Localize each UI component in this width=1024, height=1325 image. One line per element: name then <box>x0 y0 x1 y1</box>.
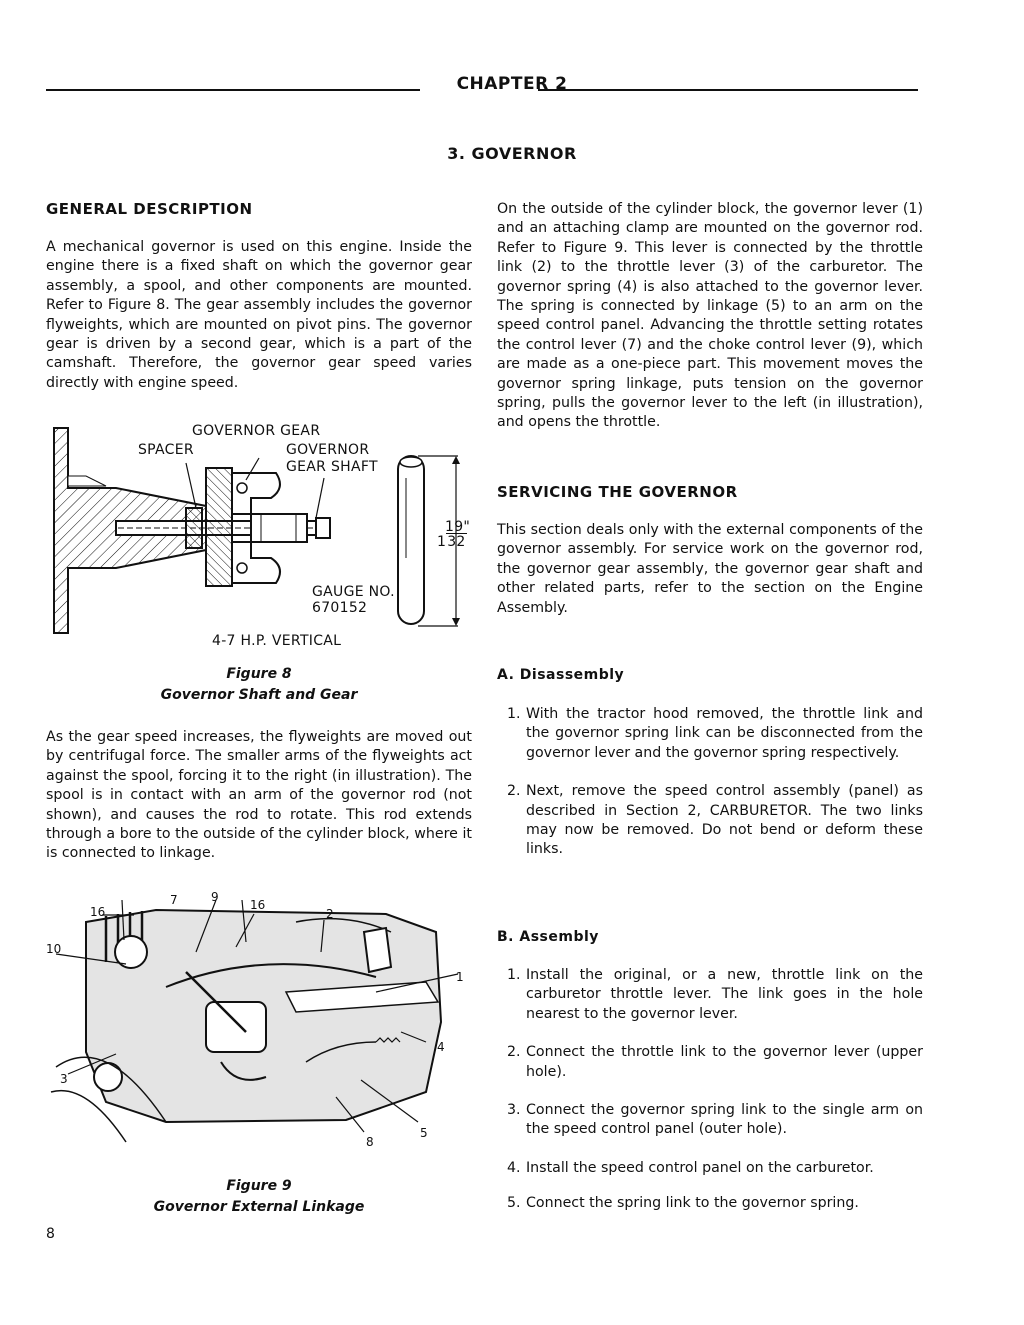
figure-9-callout-1: 1 <box>456 970 464 984</box>
step-number: 2. <box>507 783 521 800</box>
general-description-heading: GENERAL DESCRIPTION <box>46 200 253 218</box>
figure-8-label-gear-shaft-2: GEAR SHAFT <box>286 459 378 475</box>
list-item <box>497 1194 923 1213</box>
step-text: Connect the throttle link to the governor lever (upper hole). <box>526 1044 923 1080</box>
figure-9-callout-3: 3 <box>60 1072 68 1086</box>
figure-8-caption-number: Figure 8 <box>226 666 292 682</box>
step-text: Next, remove the speed control assembly (panel) as described in Section 2, CARBURETOR. The two links may now be removed. Do not bend or deform these links. <box>526 783 923 858</box>
figure-8-label-engine: 4-7 H.P. VERTICAL <box>212 633 342 649</box>
figure-8-label-gear-shaft-1: GOVERNOR <box>286 442 370 458</box>
figure-9-callout-16a: 16 <box>90 905 106 919</box>
figure-8-label-gauge-2: 670152 <box>312 600 368 616</box>
figure-9-callout-5: 5 <box>420 1126 428 1140</box>
servicing-governor-heading: SERVICING THE GOVERNOR <box>497 483 738 501</box>
figure-8-caption-title: Governor Shaft and Gear <box>160 687 358 703</box>
chapter-title: CHAPTER 2 <box>456 74 568 94</box>
figure-9-callout-4: 4 <box>437 1040 445 1054</box>
step-number: 5. <box>507 1195 521 1212</box>
figure-9-illustration <box>46 892 476 1150</box>
general-description-text: A mechanical governor is used on this engine. Inside the engine there is a fixed shaft on which the governor gear assembly, a spool, and other components are mounted. Refer to Figure 8. The gear assembly includes the governor flyweights, which are mounted on pivot pins. The governor gear is driven by a second gear, which is a part of the camshaft. Therefore, the governor gear speed varies directly with engine speed. <box>46 239 472 391</box>
figure-9-callout-16b: 16 <box>250 898 266 912</box>
step-text: Install the speed control panel on the carburetor. <box>526 1159 874 1176</box>
list-item <box>497 782 923 860</box>
engine-body <box>51 910 441 1142</box>
figure-8-label-gauge-1: GAUGE NO. <box>312 584 395 600</box>
figure-8-label-dimension <box>437 520 470 550</box>
figure-9-callout-2: 2 <box>326 907 334 921</box>
step-number: 1. <box>507 706 521 722</box>
figure-8-caption <box>46 664 472 706</box>
step-text: Connect the governor spring link to the single arm on the speed control panel (outer hole). <box>526 1102 923 1138</box>
figure-9-caption-number: Figure 9 <box>226 1178 292 1194</box>
step-number: 1. <box>507 967 521 983</box>
assembly-heading: B. Assembly <box>497 929 599 945</box>
list-item <box>497 705 923 763</box>
figure-9-caption-title: Governor External Linkage <box>153 1199 365 1215</box>
dimension-whole: 19" <box>445 519 471 535</box>
figure-9-callout-10: 10 <box>46 942 62 956</box>
flyweight-text: As the gear speed increases, the flyweights are moved out by centrifugal force. The smaller arms of the flyweights act against the spool, forcing it to the right (in illustration). The spool is in contact with an arm of the governor rod (not shown), and causes the rod to rotate. This rod extends through a bore to the outside of the cylinder block, where it is connected to linkage. <box>46 729 472 862</box>
spacer-shape <box>186 508 202 548</box>
outside-cylinder-text: On the outside of the cylinder block, the governor lever (1) and an attaching clamp are mounted on the governor rod. Refer to Figure 9. This lever is connected by the throttle link (2) to the throttle lever (3) of the carburetor. The governor spring (4) is also attached to the governor lever. The spring is connected by linkage (5) to an arm on the speed control panel. Advancing the throttle setting rotates the control lever (7) and the choke control lever (9), which are made as a one-piece part. This movement moves the governor spring linkage, puts tension on the governor spring, pulls the governor lever to the left (in illustration), and opens the throttle. <box>497 201 923 431</box>
figure-9-caption <box>46 1176 472 1218</box>
figure-9-callout-9: 9 <box>211 890 219 904</box>
assembly-steps <box>497 966 923 1214</box>
section-title: 3. GOVERNOR <box>447 144 577 163</box>
figure-8-label-governor-gear: GOVERNOR GEAR <box>192 423 321 439</box>
list-item <box>497 966 923 1024</box>
dimension-fraction-top: 1 <box>437 534 447 550</box>
figure-8-label-spacer: SPACER <box>138 442 194 458</box>
servicing-governor-text: This section deals only with the external components of the governor assembly. For service work on the governor rod, the governor gear assembly, the governor gear shaft and other related parts, refer to the section on the Engine Assembly. <box>497 522 923 616</box>
governor-gear <box>206 468 307 586</box>
step-text: Connect the spring link to the governor spring. <box>526 1195 859 1212</box>
list-item <box>497 1043 923 1082</box>
list-item <box>497 1101 923 1140</box>
page-number: 8 <box>46 1226 55 1242</box>
figure-9-callout-7: 7 <box>170 893 178 907</box>
step-text: Install the original, or a new, throttle link on the carburetor throttle lever. The link goes in the hole nearest to the governor lever. <box>526 967 923 1022</box>
figure-9-callout-8: 8 <box>366 1135 374 1149</box>
disassembly-heading: A. Disassembly <box>497 667 625 683</box>
step-number: 2. <box>507 1044 521 1061</box>
list-item <box>497 1159 923 1178</box>
step-text: With the tractor hood removed, the throttle link and the governor spring link can be disconnected from the governor lever and the governor spring respectively. <box>526 706 923 761</box>
step-number: 3. <box>507 1102 521 1119</box>
dimension-fraction-bottom: 32 <box>447 534 466 550</box>
step-number: 4. <box>507 1159 521 1176</box>
figure-8-illustration <box>46 418 476 656</box>
disassembly-steps <box>497 705 923 860</box>
dimension-fraction <box>437 535 470 550</box>
